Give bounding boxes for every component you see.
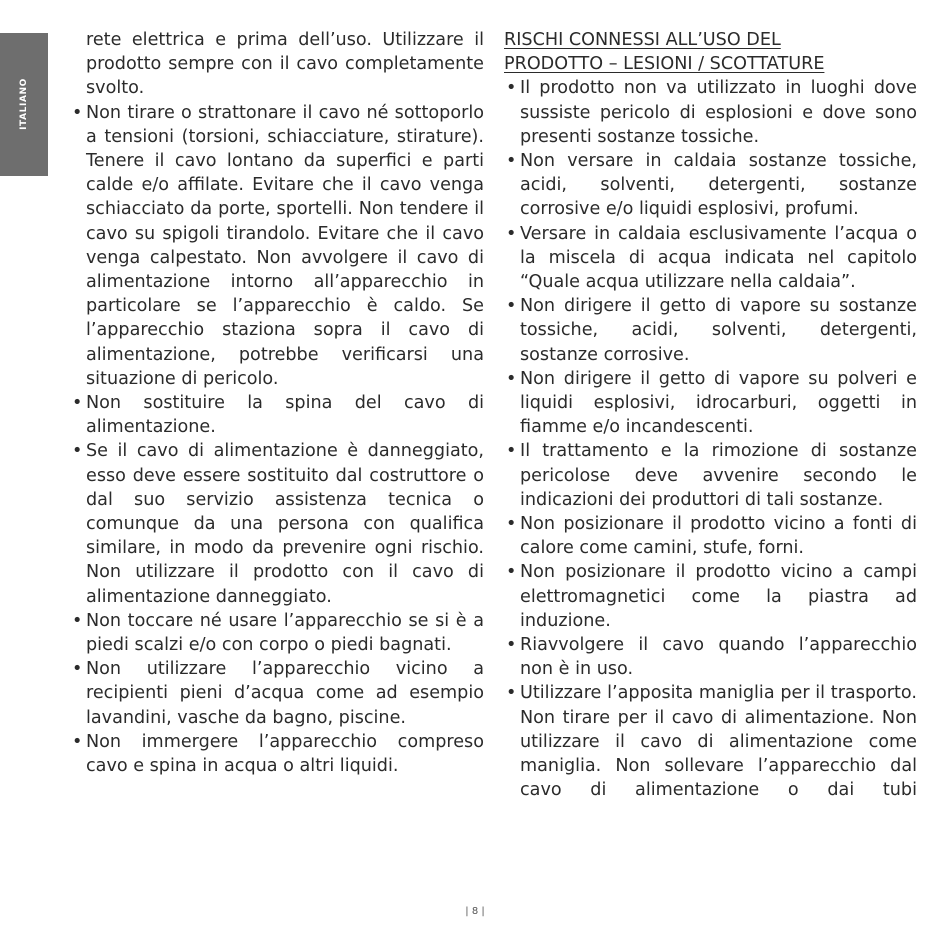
- bullet-icon: •: [72, 731, 83, 752]
- list-item-text: Utilizzare l’apposita maniglia per il trasporto. Non tirare per il cavo di alimentazione. Non utilizzare il cavo di alimentazione come maniglia. Non sollevare l’apparecchio dal cavo di alimentazione o dai tubi: [520, 683, 917, 801]
- section-heading-line: PRODOTTO – LESIONI / SCOTTATURE: [504, 54, 825, 75]
- bullet-icon: •: [72, 610, 83, 631]
- list-item-text: Non dirigere il getto di vapore su polveri e liquidi esplosivi, idrocarburi, oggetti in fiamme e/o incandescenti.: [520, 368, 917, 438]
- bullet-icon: •: [506, 78, 517, 99]
- list-item-text: Versare in caldaia esclusivamente l’acqua o la miscela di acqua indicata nel capitolo “Quale acqua utilizzare nella caldaia”.: [520, 223, 917, 293]
- right-column: [504, 28, 917, 803]
- bullet-icon: •: [72, 659, 83, 680]
- list-item: [504, 294, 917, 367]
- section-heading: [504, 28, 917, 76]
- section-heading-line: RISCHI CONNESSI ALL’USO DEL: [504, 30, 781, 50]
- list-item-text: Non immergere l’apparecchio compreso cavo e spina in acqua o altri liquidi.: [86, 731, 484, 777]
- continuation-paragraph: rete elettrica e prima dell’uso. Utilizzare il prodotto sempre con il cavo completamente svolto.: [86, 30, 484, 99]
- list-item: [504, 633, 917, 681]
- list-item-text: Non tirare o strattonare il cavo né sottoporlo a tensioni (torsioni, schiacciature, stirature). Tenere il cavo lontano da superfici e parti calde e/o affilate. Evitare che il cavo venga schiacciato da porte, sportelli. Non tendere il cavo su spigoli tirandolo. Evitare che il cavo venga calpestato. Non avvolgere il cavo di alimentazione intorno all’apparecchio in particolare se l’apparecchio è caldo. Se l’apparecchio staziona sopra il cavo di alimentazione, potrebbe verificarsi una situazione di pericolo.: [86, 102, 484, 389]
- list-item-text: Non posizionare il prodotto vicino a campi elettromagnetici come la piastra ad induzione.: [520, 562, 917, 631]
- list-item-text: Riavvolgere il cavo quando l’apparecchio non è in uso.: [520, 635, 917, 680]
- list-item: [70, 609, 484, 657]
- bullet-icon: •: [506, 368, 517, 389]
- list-item-text: Non dirigere il getto di vapore su sostanze tossiche, acidi, solventi, detergenti, sostanze corrosive.: [520, 296, 917, 365]
- list-item-text: Non sostituire la spina del cavo di alimentazione.: [86, 393, 484, 438]
- list-item: [504, 560, 917, 633]
- list-item: [70, 439, 484, 608]
- list-item-text: Se il cavo di alimentazione è danneggiato, esso deve essere sostituito dal costruttore o dal suo servizio assistenza tecnica o comunque da una persona con qualifica similare, in modo da prevenire ogni rischio. Non utilizzare il prodotto con il cavo di alimentazione danneggiato.: [86, 441, 484, 607]
- list-item-text: Il trattamento e la rimozione di sostanze pericolose deve avvenire secondo le indicazioni dei produttori di tali sostanze.: [520, 441, 917, 510]
- bullet-icon: •: [72, 393, 83, 414]
- bullet-icon: •: [72, 441, 83, 462]
- list-item: [504, 439, 917, 512]
- bullet-icon: •: [506, 223, 517, 244]
- list-item-text: Non utilizzare l’apparecchio vicino a recipienti pieni d’acqua come ad esempio lavandini, vasche da bagno, piscine.: [86, 659, 484, 728]
- list-item-text: Non posizionare il prodotto vicino a fonti di calore come camini, stufe, forni.: [520, 514, 917, 559]
- list-item: [504, 222, 917, 295]
- bullet-icon: •: [506, 151, 517, 172]
- list-item: [70, 391, 484, 439]
- list-item: [70, 101, 484, 391]
- left-column: [70, 28, 484, 778]
- page-number: | 8 |: [465, 906, 485, 917]
- bullet-icon: •: [72, 102, 83, 123]
- list-item-text: Non toccare né usare l’apparecchio se si è a piedi scalzi e/o con corpo o piedi bagnati.: [86, 610, 484, 656]
- bullet-icon: •: [506, 683, 517, 704]
- bullet-icon: •: [506, 635, 517, 656]
- list-item: [70, 657, 484, 730]
- list-item-text: Non versare in caldaia sostanze tossiche, acidi, solventi, detergenti, sostanze corrosive e/o liquidi esplosivi, profumi.: [520, 151, 917, 220]
- language-tab-label: ITALIANO: [19, 78, 29, 130]
- list-item-text: Il prodotto non va utilizzato in luoghi dove sussiste pericolo di esplosioni e dove sono presenti sostanze tossiche.: [520, 78, 917, 147]
- list-item: [504, 76, 917, 149]
- list-item: [504, 512, 917, 560]
- list-item: [504, 149, 917, 222]
- left-bullet-list: [70, 101, 484, 779]
- list-item: [504, 681, 917, 802]
- list-item: [504, 367, 917, 440]
- bullet-icon: •: [506, 514, 517, 535]
- bullet-icon: •: [506, 296, 517, 317]
- list-item: [70, 730, 484, 778]
- right-bullet-list: [504, 76, 917, 802]
- bullet-icon: •: [506, 562, 517, 583]
- bullet-icon: •: [506, 441, 517, 462]
